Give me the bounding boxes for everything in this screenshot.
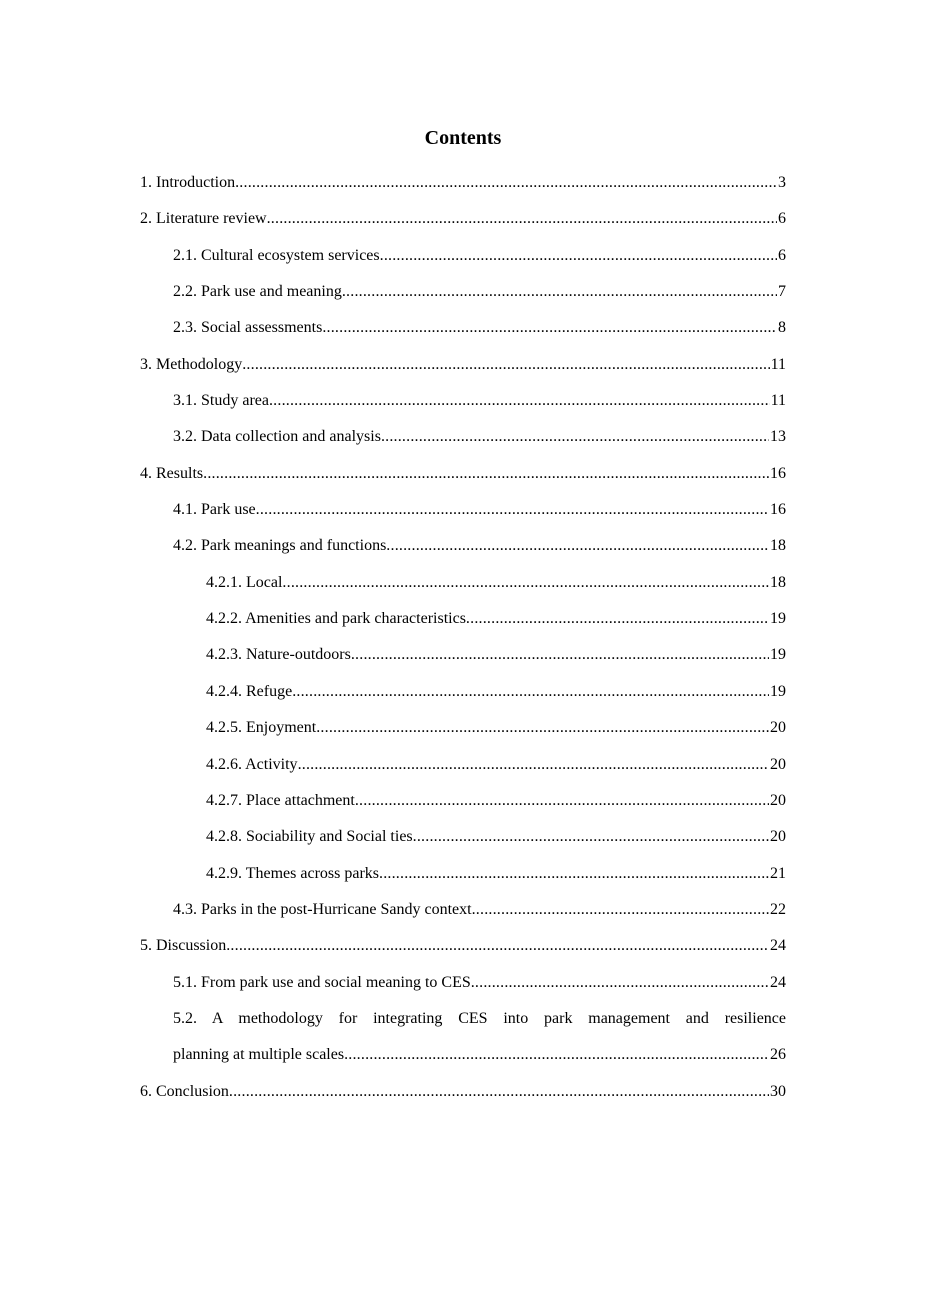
toc-entry-continuation: [173, 1037, 786, 1073]
toc-entry[interactable]: [140, 565, 786, 601]
toc-leader-dots: [282, 565, 769, 601]
toc-entry-label: 2.3. Social assessments: [173, 319, 323, 337]
toc-leader-dots: [229, 1074, 769, 1110]
toc-leader-dots: [413, 819, 769, 855]
toc-entry-label: 4.2.4. Refuge: [206, 682, 293, 700]
toc-page-number: 13: [770, 428, 786, 446]
toc-leader-dots: [298, 747, 769, 783]
toc-leader-dots: [466, 601, 769, 637]
toc-page-number: 11: [770, 392, 786, 410]
toc-leader-dots: [380, 238, 777, 274]
toc-leader-dots: [472, 892, 769, 928]
toc-entry[interactable]: [140, 892, 786, 928]
toc-leader-dots: [203, 456, 769, 492]
toc-leader-dots: [256, 492, 769, 528]
toc-entry-label: 5. Discussion: [140, 937, 227, 955]
toc-page-number: 18: [770, 537, 786, 555]
toc-entry-label: 4.2.7. Place attachment: [206, 791, 355, 809]
toc-entry[interactable]: [140, 601, 786, 637]
toc-leader-dots: [355, 783, 769, 819]
toc-page-number: 21: [770, 864, 786, 882]
toc-entry-label: 5.2. A methodology for integrating CES into park management and resilience: [173, 1009, 786, 1027]
toc-page-number: 19: [770, 682, 786, 700]
toc-entry[interactable]: [140, 1001, 786, 1074]
toc-entry-label: 4.2.1. Local: [206, 573, 283, 591]
toc-leader-dots: [344, 1037, 769, 1073]
toc-entry-label: 4.2.8. Sociability and Social ties: [206, 828, 413, 846]
table-of-contents: [140, 165, 786, 1110]
toc-entry-label: 4.1. Park use: [173, 501, 256, 519]
toc-page-number: 20: [770, 719, 786, 737]
toc-entry-label: 4.2.5. Enjoyment: [206, 719, 317, 737]
toc-leader-dots: [235, 165, 777, 201]
toc-page-number: 18: [770, 573, 786, 591]
toc-entry[interactable]: [140, 238, 786, 274]
toc-leader-dots: [316, 710, 769, 746]
toc-entry-label: 3.1. Study area: [173, 392, 269, 410]
toc-leader-dots: [242, 347, 769, 383]
toc-entry[interactable]: [140, 928, 786, 964]
toc-entry-label: 4.2.9. Themes across parks: [206, 864, 379, 882]
toc-leader-dots: [351, 637, 769, 673]
toc-page-number: 3: [778, 174, 786, 191]
toc-entry[interactable]: [140, 747, 786, 783]
toc-entry-label: 4.2.6. Activity: [206, 755, 298, 773]
toc-leader-dots: [322, 310, 777, 346]
toc-entry[interactable]: [140, 383, 786, 419]
toc-entry-label: 4.2.3. Nature-outdoors: [206, 646, 351, 664]
toc-entry-label: 5.1. From park use and social meaning to CES: [173, 973, 471, 991]
toc-page-number: 30: [770, 1082, 786, 1100]
toc-page-number: 6: [778, 246, 786, 264]
toc-entry[interactable]: [140, 274, 786, 310]
toc-page-number: 19: [770, 610, 786, 628]
toc-entry[interactable]: [140, 637, 786, 673]
toc-page-number: 8: [778, 319, 786, 337]
toc-entry-label: planning at multiple scales: [173, 1046, 345, 1064]
toc-entry[interactable]: [140, 965, 786, 1001]
toc-entry[interactable]: [140, 1074, 786, 1110]
toc-page-number: 11: [770, 355, 786, 373]
toc-entry-label: 4.2. Park meanings and functions: [173, 537, 387, 555]
toc-entry-label: 2.1. Cultural ecosystem services: [173, 246, 380, 264]
toc-entry-label: 1. Introduction: [140, 174, 236, 191]
toc-page-number: 6: [778, 210, 786, 228]
toc-entry[interactable]: [140, 165, 786, 201]
toc-page-number: 16: [770, 464, 786, 482]
toc-entry[interactable]: [140, 419, 786, 455]
toc-entry[interactable]: [140, 856, 786, 892]
toc-leader-dots: [226, 928, 769, 964]
toc-entry[interactable]: [140, 201, 786, 237]
toc-entry[interactable]: [140, 674, 786, 710]
contents-heading: Contents: [424, 127, 502, 149]
toc-page-number: 19: [770, 646, 786, 664]
toc-page-number: 16: [770, 501, 786, 519]
toc-page-number: 24: [770, 937, 786, 955]
toc-entry-label: 3. Methodology: [140, 355, 243, 373]
toc-entry-label: 4. Results: [140, 464, 204, 482]
toc-entry-label: 3.2. Data collection and analysis: [173, 428, 381, 446]
toc-leader-dots: [269, 383, 770, 419]
toc-entry[interactable]: [140, 492, 786, 528]
toc-leader-dots: [342, 274, 777, 310]
toc-entry-label: 2. Literature review: [140, 210, 267, 228]
toc-entry[interactable]: [140, 310, 786, 346]
toc-page-number: 7: [778, 283, 786, 301]
toc-leader-dots: [379, 856, 769, 892]
toc-entry-label: 4.3. Parks in the post-Hurricane Sandy context: [173, 900, 472, 918]
toc-entry[interactable]: [140, 710, 786, 746]
toc-leader-dots: [292, 674, 769, 710]
toc-page-number: 20: [770, 791, 786, 809]
toc-entry[interactable]: [140, 783, 786, 819]
toc-entry-label: 4.2.2. Amenities and park characteristics: [206, 610, 466, 628]
toc-page-number: 26: [770, 1046, 786, 1064]
toc-page-number: 20: [770, 828, 786, 846]
toc-page-number: 22: [770, 900, 786, 918]
toc-entry-label: 2.2. Park use and meaning: [173, 283, 342, 301]
toc-leader-dots: [386, 528, 769, 564]
toc-entry[interactable]: [140, 528, 786, 564]
toc-page-number: 24: [770, 973, 786, 991]
toc-entry[interactable]: [140, 819, 786, 855]
toc-entry[interactable]: [140, 456, 786, 492]
toc-leader-dots: [381, 419, 769, 455]
toc-page-number: 20: [770, 755, 786, 773]
toc-leader-dots: [267, 201, 777, 237]
toc-leader-dots: [471, 965, 769, 1001]
toc-entry-label: 6. Conclusion: [140, 1082, 229, 1100]
toc-entry[interactable]: [140, 347, 786, 383]
